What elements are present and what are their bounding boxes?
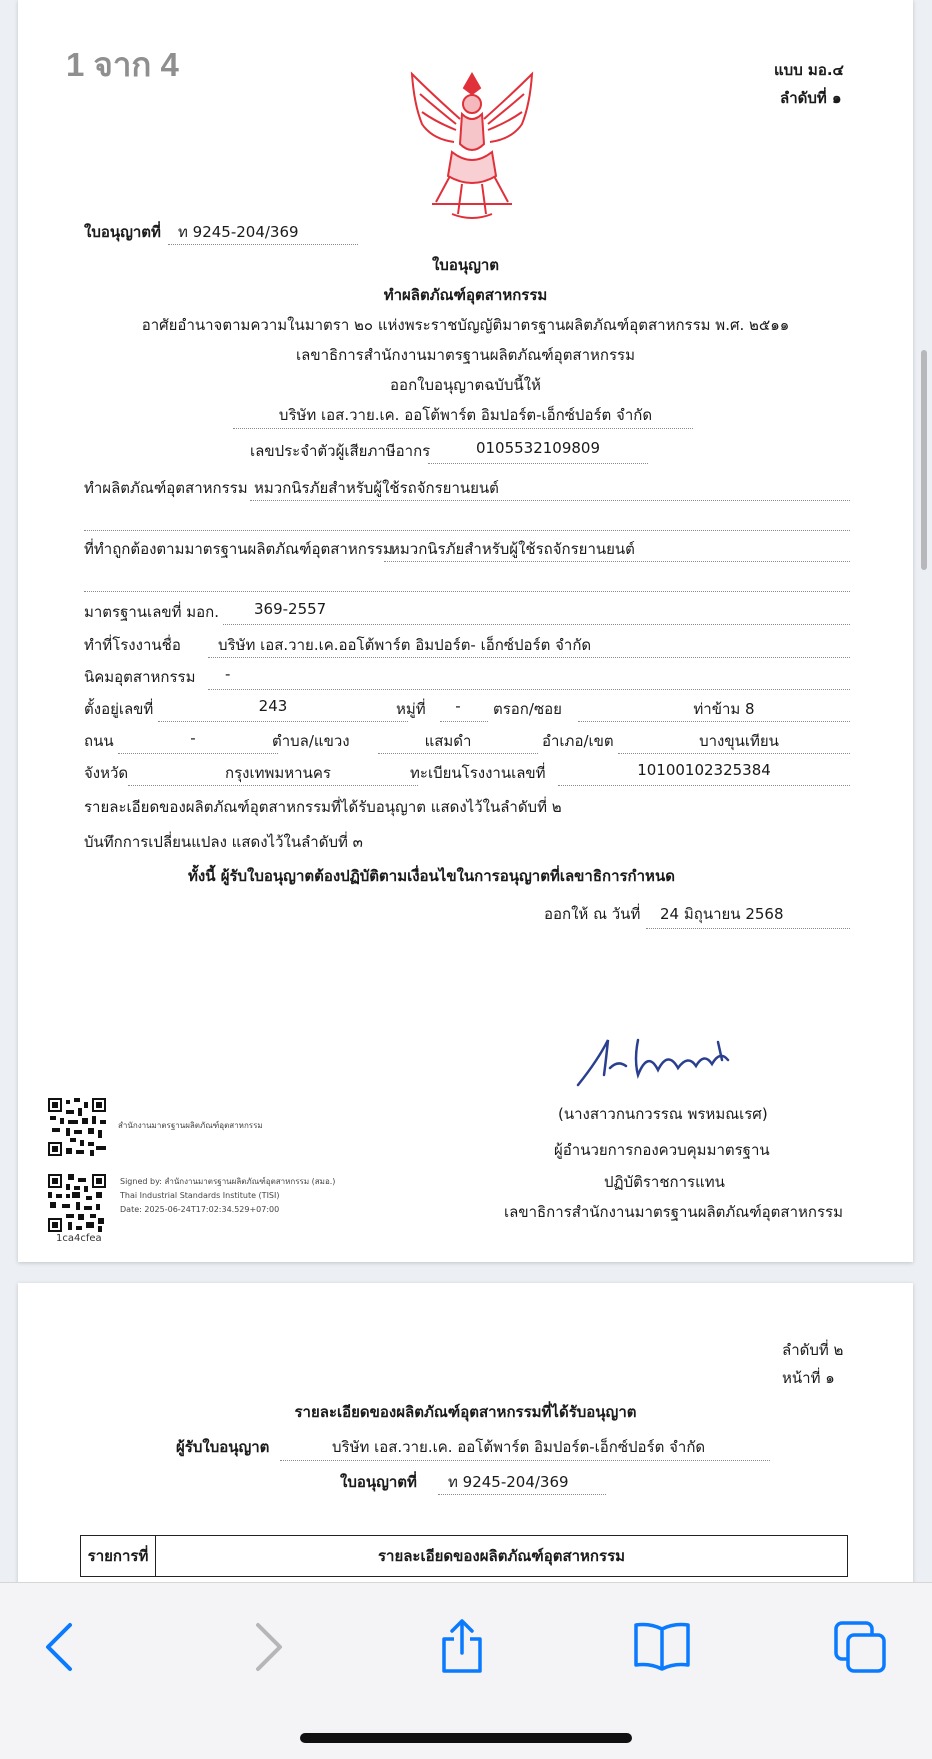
chevron-left-icon bbox=[32, 1615, 92, 1675]
signer-acting: ปฏิบัติราชการแทน bbox=[604, 1173, 725, 1191]
licensee-label: ผู้รับใบอนุญาต bbox=[176, 1438, 270, 1456]
page2-license-no: ท 9245-204/369 bbox=[448, 1473, 569, 1491]
doc-title: ใบอนุญาต bbox=[431, 256, 500, 274]
page2-page-no: หน้าที่ ๑ bbox=[782, 1369, 835, 1387]
issued-label: ออกให้ ณ วันที่ bbox=[544, 905, 641, 923]
document-page-2 bbox=[18, 1283, 913, 1623]
tax-id: 0105532109809 bbox=[475, 439, 601, 457]
back-button[interactable] bbox=[32, 1615, 92, 1675]
address-no-label: ตั้งอยู่เลขที่ bbox=[84, 700, 154, 718]
standard-product-label: ที่ทำถูกต้องตามมาตรฐานผลิตภัณฑ์อุตสาหกรรม bbox=[84, 540, 393, 558]
product-name: หมวกนิรภัยสำหรับผู้ใช้รถจักรยานยนต์ bbox=[254, 479, 499, 497]
signed-org-en: Thai Industrial Standards Institute (TISI) bbox=[120, 1191, 280, 1200]
tax-id-label: เลขประจำตัวผู้เสียภาษีอากร bbox=[250, 442, 431, 460]
issue-line: ออกใบอนุญาตฉบับนี้ให้ bbox=[390, 376, 541, 394]
detail-table bbox=[80, 1535, 848, 1577]
road-label: ถนน bbox=[84, 732, 114, 750]
document-page-1 bbox=[18, 0, 913, 1262]
estate-value: - bbox=[225, 665, 231, 683]
page-counter: 1 จาก 4 bbox=[66, 46, 179, 83]
qr-org-label: สำนักงานมาตรฐานผลิตภัณฑ์อุตสาหกรรม bbox=[118, 1121, 263, 1130]
license-no: ท 9245-204/369 bbox=[178, 223, 299, 241]
tabs-button[interactable] bbox=[832, 1615, 892, 1675]
qr-code-id: 1ca4cfea bbox=[56, 1233, 102, 1244]
province-label: จังหวัด bbox=[84, 764, 129, 782]
factory-reg-label: ทะเบียนโรงงานเลขที่ bbox=[410, 764, 546, 782]
page2-title: รายละเอียดของผลิตภัณฑ์อุตสาหกรรมที่ได้รับอนุญาต bbox=[294, 1403, 637, 1421]
soi-value: ท่าข้าม 8 bbox=[693, 700, 755, 718]
district-value: บางขุนเทียน bbox=[699, 732, 779, 750]
scrollbar[interactable] bbox=[921, 350, 927, 570]
subdistrict-value: แสมดำ bbox=[424, 732, 472, 750]
signed-date: Date: 2025-06-24T17:02:34.529+07:00 bbox=[120, 1205, 280, 1214]
product-label: ทำผลิตภัณฑ์อุตสาหกรรม bbox=[84, 479, 248, 497]
factory-label: ทำที่โรงงานชื่อ bbox=[84, 636, 181, 654]
share-icon bbox=[432, 1615, 492, 1675]
district-label: อำเภอ/เขต bbox=[542, 732, 614, 750]
signer-name: (นางสาวกนกวรรณ พรหมณเรศ) bbox=[558, 1105, 768, 1123]
licensee-name: บริษัท เอส.วาย.เค. ออโต้พาร์ต อิมปอร์ต-เอ็กซ์ปอร์ต จำกัด bbox=[332, 1438, 706, 1456]
tabs-icon bbox=[832, 1615, 892, 1675]
province-value: กรุงเทพมหานคร bbox=[225, 764, 331, 782]
signer-org: เลขาธิการสำนักงานมาตรฐานผลิตภัณฑ์อุตสาหกรรม bbox=[504, 1203, 843, 1221]
col-detail: รายละเอียดของผลิตภัณฑ์อุตสาหกรรม bbox=[156, 1536, 848, 1577]
book-icon bbox=[632, 1615, 692, 1675]
col-item: รายการที่ bbox=[81, 1536, 156, 1577]
estate-label: นิคมอุตสาหกรรม bbox=[84, 668, 196, 686]
qr-code-icon bbox=[48, 1098, 106, 1156]
road-value: - bbox=[190, 729, 196, 747]
garuda-emblem-icon bbox=[392, 64, 552, 224]
subdistrict-label: ตำบล/แขวง bbox=[272, 732, 350, 750]
soi-label: ตรอก/ซอย bbox=[493, 700, 562, 718]
change-note: บันทึกการเปลี่ยนแปลง แสดงไว้ในลำดับที่ ๓ bbox=[84, 833, 363, 851]
signed-by: Signed by: สำนักงานมาตรฐานผลิตภัณฑ์อุตสาหกรรม (สมอ.) bbox=[120, 1177, 336, 1186]
page2-license-no-label: ใบอนุญาตที่ bbox=[340, 1473, 417, 1491]
forward-button[interactable] bbox=[236, 1615, 296, 1675]
bookmarks-button[interactable] bbox=[632, 1615, 692, 1675]
issued-date: 24 มิถุนายน 2568 bbox=[660, 905, 784, 923]
detail-note: รายละเอียดของผลิตภัณฑ์อุตสาหกรรมที่ได้รับอนุญาต แสดงไว้ในลำดับที่ ๒ bbox=[84, 798, 562, 816]
standard-no-label: มาตรฐานเลขที่ มอก. bbox=[84, 603, 220, 621]
signer-title: ผู้อำนวยการกองควบคุมมาตรฐาน bbox=[554, 1141, 770, 1159]
authority-line: อาศัยอำนาจตามความในมาตรา ๒๐ แห่งพระราชบัญญัติมาตรฐานผลิตภัณฑ์อุตสาหกรรม พ.ศ. ๒๕๑๑ bbox=[141, 316, 790, 334]
qr-code-icon bbox=[48, 1174, 106, 1232]
standard-product: หมวกนิรภัยสำหรับผู้ใช้รถจักรยานยนต์ bbox=[390, 540, 635, 558]
condition-note: ทั้งนี้ ผู้รับใบอนุญาตต้องปฏิบัติตามเงื่อนไขในการอนุญาตที่เลขาธิการกำหนด bbox=[188, 867, 675, 885]
moo-value: - bbox=[455, 697, 461, 715]
share-button[interactable] bbox=[432, 1615, 492, 1675]
factory-reg-value: 10100102325384 bbox=[637, 761, 771, 779]
moo-label: หมู่ที่ bbox=[396, 700, 426, 718]
home-indicator[interactable] bbox=[300, 1733, 632, 1743]
sequence-number: ลำดับที่ ๑ bbox=[780, 89, 842, 107]
form-code: แบบ มอ.๔ bbox=[774, 61, 844, 79]
address-no: 243 bbox=[258, 697, 288, 715]
page2-sequence: ลำดับที่ ๒ bbox=[782, 1341, 844, 1359]
chevron-right-icon bbox=[236, 1615, 296, 1675]
signature-icon bbox=[568, 1030, 748, 1090]
company-name: บริษัท เอส.วาย.เค. ออโต้พาร์ต อิมปอร์ต-เอ็กซ์ปอร์ต จำกัด bbox=[278, 406, 653, 424]
factory-name: บริษัท เอส.วาย.เค.ออโต้พาร์ต อิมปอร์ต- เอ็กซ์ปอร์ต จำกัด bbox=[218, 636, 592, 654]
secretary-line: เลขาธิการสำนักงานมาตรฐานผลิตภัณฑ์อุตสาหกรรม bbox=[296, 346, 635, 364]
standard-no: 369-2557 bbox=[254, 600, 327, 618]
license-no-label: ใบอนุญาตที่ bbox=[84, 223, 161, 241]
doc-subtitle: ทำผลิตภัณฑ์อุตสาหกรรม bbox=[383, 286, 548, 304]
